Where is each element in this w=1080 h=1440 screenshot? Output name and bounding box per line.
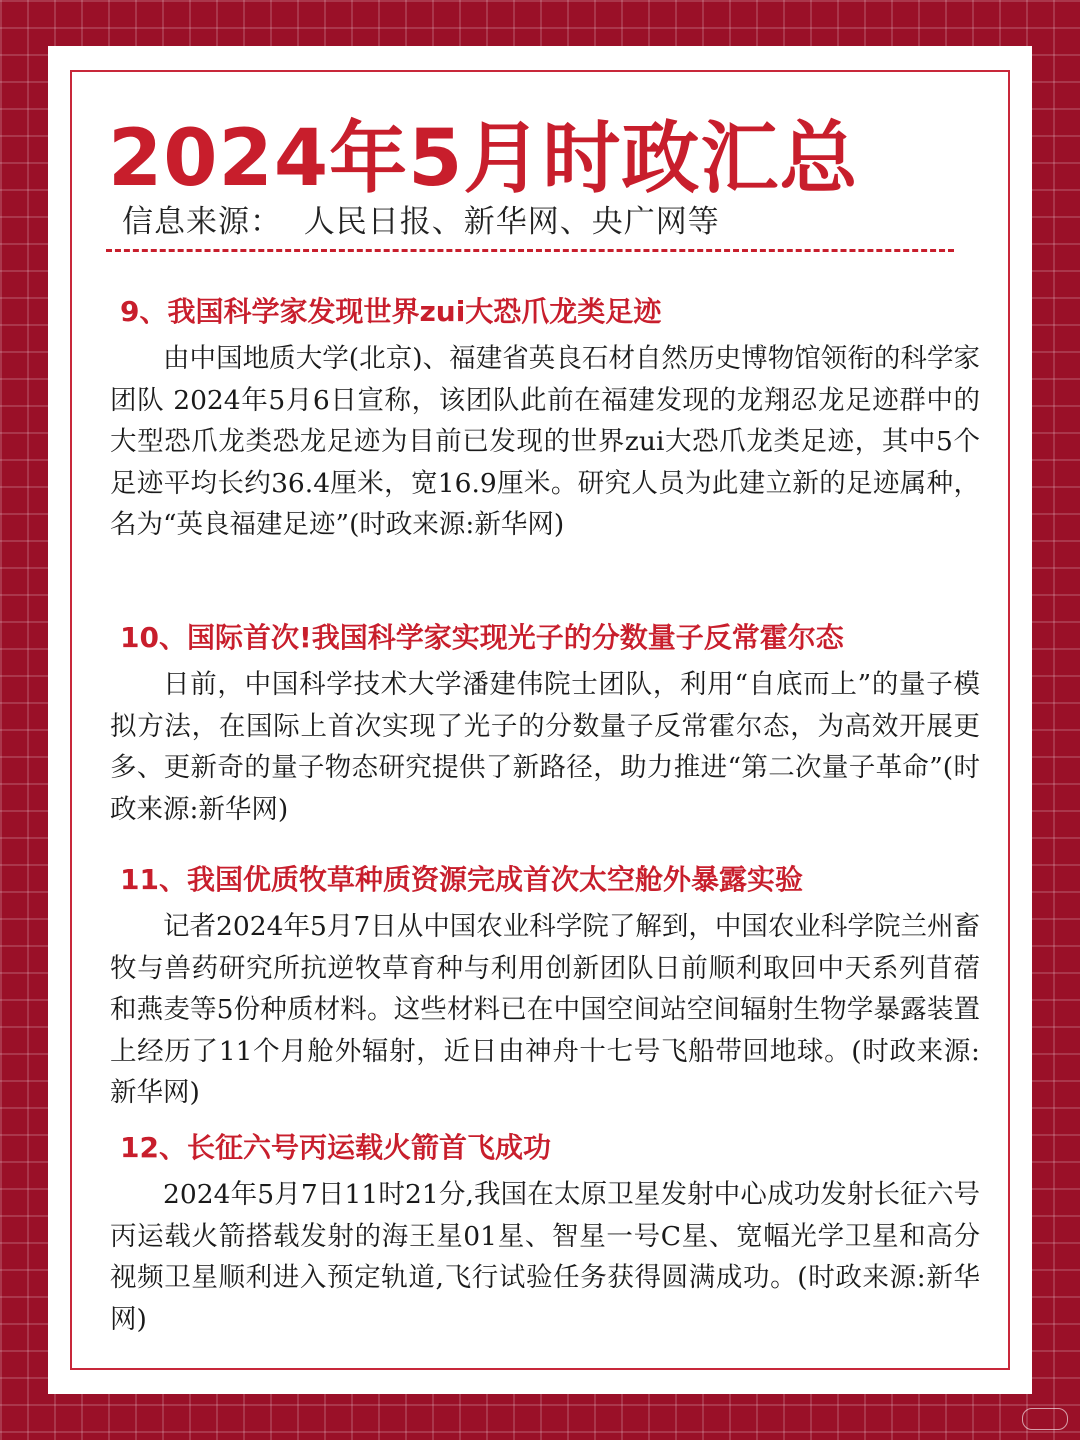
- news-title: 11、我国优质牧草种质资源完成首次太空舱外暴露实验: [120, 863, 803, 896]
- watermark-logo: [1022, 1408, 1068, 1430]
- news-item: [110, 618, 980, 830]
- news-body: 记者2024年5月7日从中国农业科学院了解到，中国农业科学院兰州畜牧与兽药研究所抗逆牧草育种与利用创新团队日前顺利取回中天系列苜蓿和燕麦等5份种质材料。这些材料已在中国空间站空间辐射生物学暴露装置上经历了11个月舱外辐射，近日由神舟十七号飞船带回地球。(时政来源:新华网): [110, 911, 980, 1108]
- content-card: [48, 46, 1032, 1394]
- source-line: 信息来源： 人民日报、新华网、央广网等: [122, 204, 720, 240]
- news-title: 10、国际首次!我国科学家实现光子的分数量子反常霍尔态: [120, 621, 844, 654]
- page-title: 2024年5月时政汇总: [108, 114, 859, 204]
- news-body: 由中国地质大学(北京)、福建省英良石材自然历史博物馆领衔的科学家团队 2024年5月6日宣称，该团队此前在福建发现的龙翔忍龙足迹群中的大型恐爪龙类恐龙足迹为目前已发现的世界zui大恐爪龙类足迹，其中5个足迹平均长约36.4厘米，宽16.9厘米。研究人员为此建立新的足迹属种，名为“英良福建足迹”(时政来源:新华网): [110, 343, 980, 540]
- dashed-divider: [106, 249, 954, 252]
- news-item: [110, 860, 980, 1114]
- news-item: [110, 1128, 980, 1340]
- news-body: 日前，中国科学技术大学潘建伟院士团队，利用“自底而上”的量子模拟方法，在国际上首次实现了光子的分数量子反常霍尔态，为高效开展更多、更新奇的量子物态研究提供了新路径，助力推进“第二次量子革命”(时政来源:新华网): [110, 669, 980, 825]
- news-item: [110, 292, 980, 546]
- news-body: 2024年5月7日11时21分,我国在太原卫星发射中心成功发射长征六号丙运载火箭搭载发射的海王星01星、智星一号C星、宽幅光学卫星和高分视频卫星顺利进入预定轨道,飞行试验任务获得圆满成功。(时政来源:新华网): [110, 1179, 980, 1335]
- news-title: 9、我国科学家发现世界zui大恐爪龙类足迹: [120, 295, 662, 328]
- news-title: 12、长征六号丙运载火箭首飞成功: [120, 1131, 551, 1164]
